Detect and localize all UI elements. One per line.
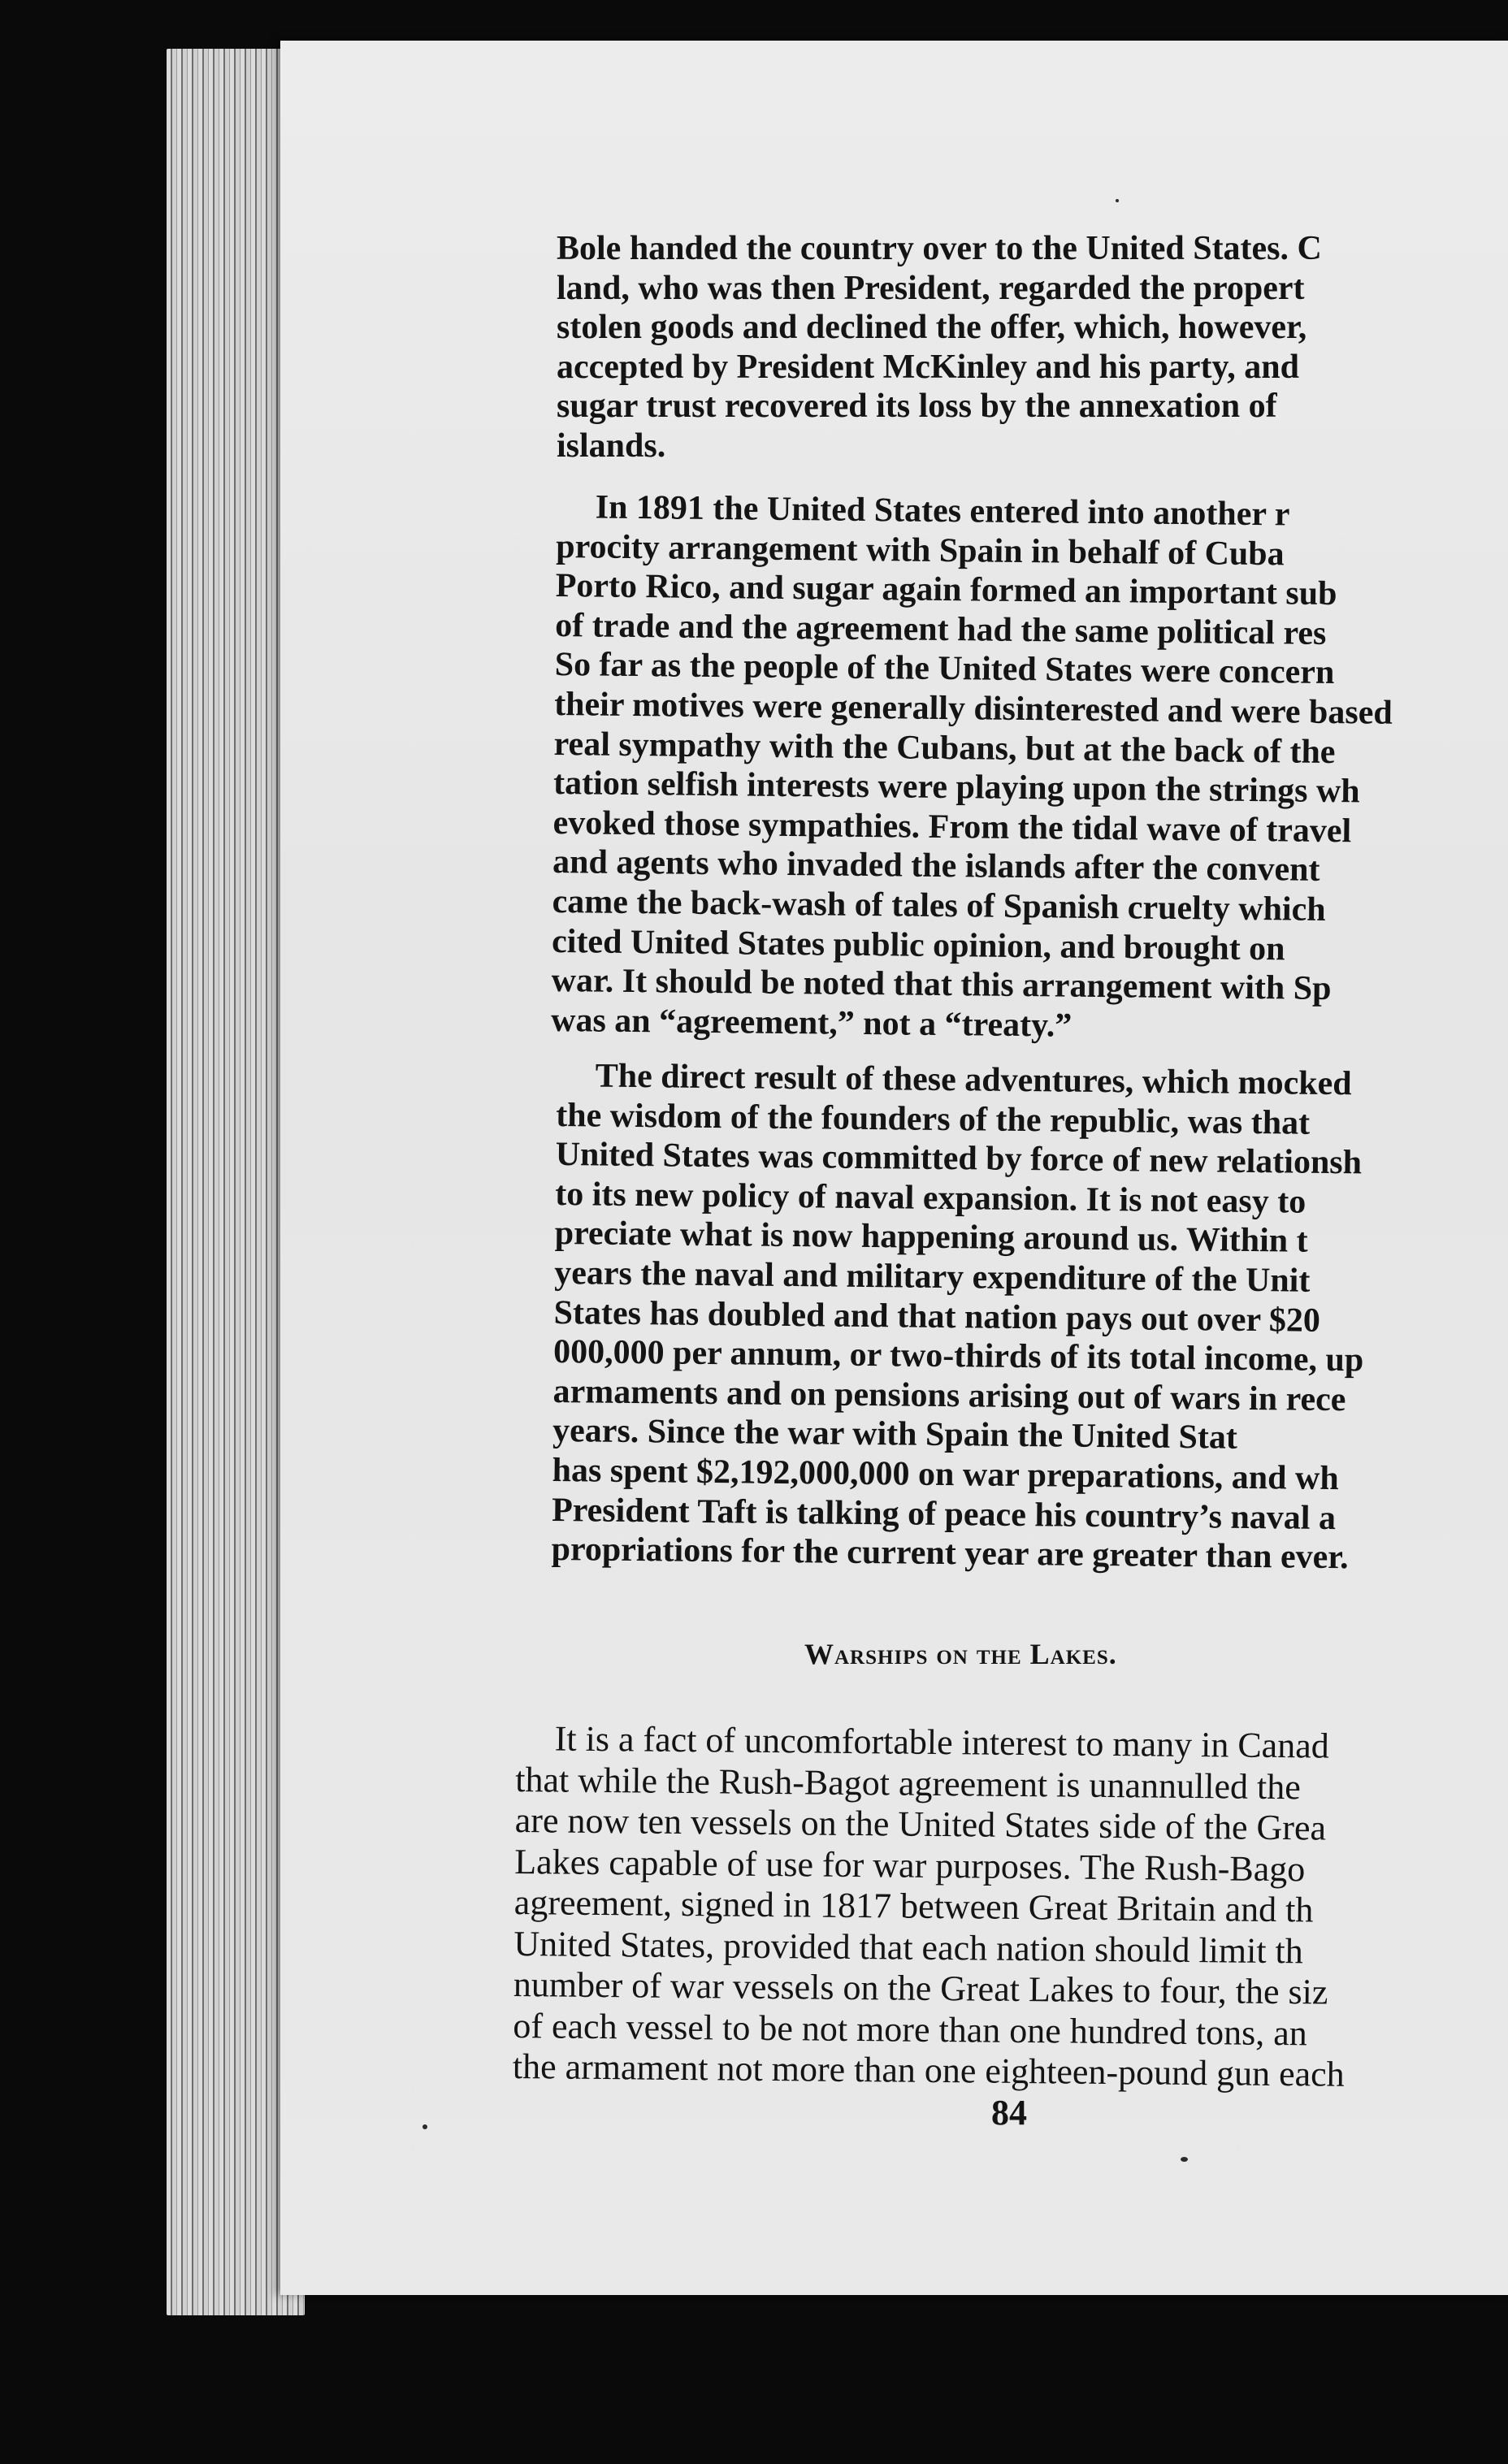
text-line: number of war vessels on the Great Lakes to four, the siz (513, 1964, 1328, 2012)
page-number: 84 (991, 2093, 1027, 2133)
page-sheet (280, 41, 1508, 2295)
text-line: of each vessel to be not more than one hundred tons, an (513, 2005, 1308, 2053)
text-line: was an “agreement,” not a “treaty.” (550, 1001, 1072, 1045)
text-line: land, who was then President, regarded the propert (557, 269, 1305, 307)
ink-speck (422, 2124, 427, 2129)
text-line: evoked those sympathies. From the tidal wave of travel (552, 803, 1352, 851)
text-line: In 1891 the United States entered into another r (595, 488, 1290, 534)
text-line: real sympathy with the Cubans, but at the back of the (553, 725, 1336, 771)
ink-speck (1116, 199, 1119, 202)
text-line: 000,000 per annum, or two-thirds of its total income, up (552, 1333, 1364, 1379)
paragraph-continuation (557, 229, 1508, 466)
ink-speck (1181, 2157, 1188, 2162)
text-line: years. Since the war with Spain the United Stat (552, 1412, 1238, 1457)
text-line: to its new policy of naval expansion. It is not easy to (554, 1175, 1306, 1221)
text-line: war. It should be noted that this arrangement with Sp (551, 962, 1332, 1008)
paragraph-reciprocity (551, 487, 1508, 1050)
text-line: armaments and on pensions arising out of wars in rece (552, 1372, 1346, 1418)
text-line: preciate what is now happening around us. Within t (554, 1215, 1308, 1261)
text-line: Porto Rico, and sugar again formed an important sub (555, 567, 1337, 613)
text-line: came the back-wash of tales of Spanish cruelty which (552, 882, 1326, 929)
text-line: stolen goods and declined the offer, which, however, (557, 309, 1307, 347)
text-line: procity arrangement with Spain in behalf of Cuba (555, 527, 1285, 573)
text-line: tation selfish interests were playing upon the strings wh (552, 764, 1360, 811)
text-line: their motives were generally disinterested and were based (553, 685, 1393, 732)
text-line: propriations for the current year are greater than ever. (551, 1531, 1349, 1577)
text-line: that while the Rush-Bagot agreement is unannulled the (515, 1759, 1302, 1807)
text-line: the wisdom of the founders of the republic, was that (555, 1096, 1311, 1142)
text-line: So far as the people of the United States were concern (554, 646, 1335, 692)
text-line: Bole handed the country over to the United States. C (557, 230, 1322, 267)
text-line: has spent $2,192,000,000 on war preparations, and wh (552, 1451, 1339, 1498)
text-line: United States was committed by force of new relationsh (555, 1136, 1363, 1182)
text-line: The direct result of these adventures, which mocked (595, 1057, 1352, 1103)
paragraph-warships (513, 1718, 1508, 2097)
paragraph-naval-expansion (551, 1056, 1508, 1579)
text-line: accepted by President McKinley and his party, and (557, 348, 1299, 386)
text-line: years the naval and military expenditure of the Unit (553, 1254, 1311, 1300)
text-line: islands. (557, 427, 666, 465)
text-line: of trade and the agreement had the same political res (554, 606, 1327, 652)
text-line: United States, provided that each nation should limit th (514, 1923, 1304, 1971)
section-heading: Warships on the Lakes. (804, 1638, 1117, 1670)
text-line: sugar trust recovered its loss by the annexation of (557, 388, 1277, 426)
text-line: Lakes capable of use for war purposes. The Rush-Bago (514, 1841, 1306, 1889)
text-line: and agents who invaded the islands after the convent (552, 843, 1320, 890)
text-line: the armament not more than one eighteen-pound gun each (512, 2046, 1345, 2094)
text-line: cited United States public opinion, and brought on (551, 922, 1285, 968)
text-line: States has doubled and that nation pays out over $20 (553, 1293, 1321, 1340)
text-line: It is a fact of uncomfortable interest to many in Canad (554, 1718, 1329, 1766)
text-line: agreement, signed in 1817 between Great Britain and th (514, 1882, 1314, 1930)
text-line: are now ten vessels on the United States side of the Grea (514, 1799, 1327, 1848)
text-line: President Taft is talking of peace his country’s naval a (551, 1491, 1337, 1537)
